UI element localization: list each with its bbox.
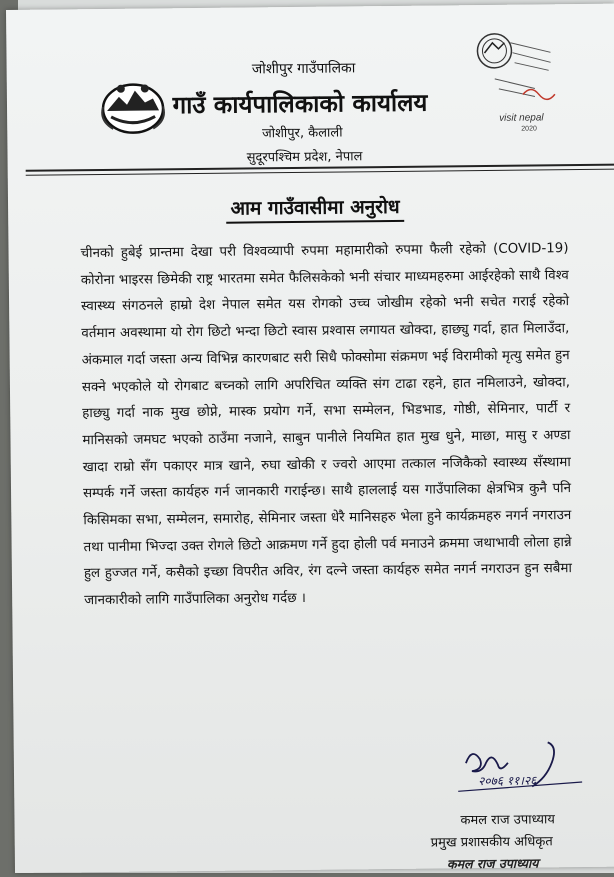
visit-nepal-year: 2020	[521, 125, 537, 133]
visit-nepal-brand: visit nepal	[499, 112, 544, 124]
name-stamp: कमल राज उपाध्याय	[446, 855, 539, 872]
signatory-designation: प्रमुख प्रशासकीय अधिकृत	[430, 834, 553, 851]
visit-nepal-logo	[464, 22, 577, 135]
notice-title	[8, 191, 614, 223]
office-title: गाउँ कार्यपालिकाको कार्यालय	[172, 88, 428, 120]
district-line: जोशीपुर, कैलाली	[261, 125, 343, 142]
province-line: सुदूरपश्चिम प्रदेश, नेपाल	[246, 149, 363, 166]
notice-title-text: आम गाउँवासीमा अनुरोध	[226, 196, 403, 224]
notice-paper	[6, 4, 614, 873]
municipality-name: जोशीपुर गाउँपालिका	[251, 60, 356, 78]
handwritten-signature	[452, 734, 593, 805]
signature-date: २०७६ ११।२६	[478, 773, 537, 789]
notice-body: चीनको हुबेई प्रान्तमा देखा परी विश्वव्यापी रुपमा महामारीको रुपमा फैली रहेको (COVID-19) कोरोना भाइरस छिमेकी राष्ट्र भारतमा समेत फैलिसकेको भनी संचार माध्यमहरुमा आईरहेको साथै विश्व स्वास्थ्य संगठनले हाम्रो देश नेपाल समेत यस रोगको उच्च जोखीम रहेको भनी सचेत गराई रहेको वर्तमान अवस्थामा यो रोग छिटो भन्दा छिटो स्वास प्रश्वास लगायत खोक्दा, हाछ्यु गर्दा, हात मिलाउँदा, अंकमाल गर्दा जस्ता अन्य विभिन्न कारणबाट सरी सिधै फोक्सोमा संक्रमण भई विरामीको मृत्यु समेत हुन सक्ने भएकोले यो रोगबाट बच्नको लागि अपरिचित व्यक्ति संग टाढा रहने, हात नमिलाउने, खोक्दा, हाछ्यु गर्दा नाक मुख छोप्ने, मास्क प्रयोग गर्ने, सभा सम्मेलन, भिडभाड, गोष्ठी, सेमिनार, पार्टी र मानिसको जमघट भएको ठाउँमा नजाने, साबुन पानीले नियमित हात मुख धुने, माछा, मासु र अण्डा खादा राम्रो सँग पकाएर मात्र खाने, रुघा खोकी र ज्वरो आएमा तत्काल नजिकैको स्वास्थ्य सँस्थामा सम्पर्क गर्ने जस्ता कार्यहरु गर्न जानकारी गराईन्छ। साथै हाललाई यस गाउँपालिका क्षेत्रभित्र कुनै पनि किसिमका सभा, सम्मेलन, समारोह, सेमिनार जस्ता धेरै मानिसहरु भेला हुने कार्यक्रमहरु नगर्न नगराउन तथा पानीमा भिज्दा उक्त रोगले छिटो आक्रमण गर्ने हुदा होली पर्व मनाउने क्रममा जथाभावी लोला हान्ने हुल हुज्जत गर्ने, कसैको इच्छा विपरीत अविर, रंग दल्ने जस्ता कार्यहरु समेत नगर्न नगराउन हुन सबैमा जानकारीको लागि गाउँपालिका अनुरोध गर्दछ ।	[80, 241, 572, 609]
signatory-name: कमल राज उपाध्याय	[460, 812, 555, 829]
